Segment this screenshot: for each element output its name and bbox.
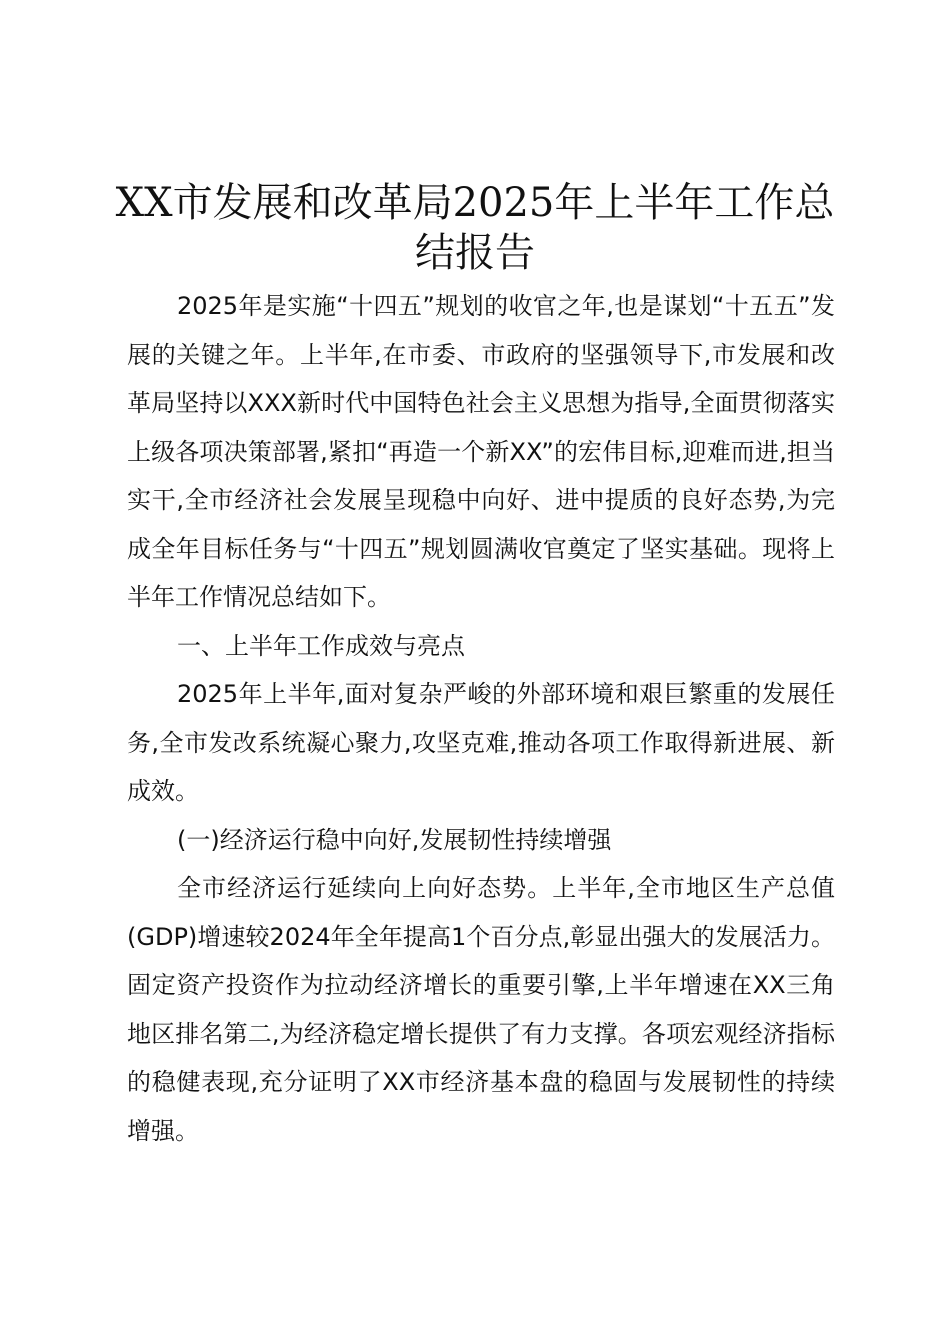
subsection-1-paragraph: 全市经济运行延续向上向好态势。上半年,全市地区生产总值(GDP)增速较2024年全年提高1个百分点,彰显出强大的发展活力。固定资产投资作为拉动经济增长的重要引擎,上半年增速在XX三角地区排名第二,为经济稳定增长提供了有力支撑。各项宏观经济指标的稳健表现,充分证明了XX市经济基本盘的稳固与发展韧性的持续增强。: [127, 874, 835, 1145]
document-title: XX市发展和改革局2025年上半年工作总结报告: [115, 180, 835, 276]
section-heading-1: 一、上半年工作成效与亮点: [177, 631, 465, 660]
intro-paragraph: 2025年是实施“十四五”规划的收官之年,也是谋划“十五五”发展的关键之年。上半年,在市委、市政府的坚强领导下,市发展和改革局坚持以XXX新时代中国特色社会主义思想为指导,全面贯彻落实上级各项决策部署,紧扣“再造一个新XX”的宏伟目标,迎难而进,担当实干,全市经济社会发展呈现稳中向好、进中提质的良好态势,为完成全年目标任务与“十四五”规划圆满收官奠定了坚实基础。现将上半年工作情况总结如下。: [127, 292, 835, 611]
document-body: [127, 282, 835, 1155]
subsection-heading-1: (一)经济运行稳中向好,发展韧性持续增强: [177, 825, 612, 854]
section-1-paragraph: 2025年上半年,面对复杂严峻的外部环境和艰巨繁重的发展任务,全市发改系统凝心聚力,攻坚克难,推动各项工作取得新进展、新成效。: [127, 680, 835, 805]
